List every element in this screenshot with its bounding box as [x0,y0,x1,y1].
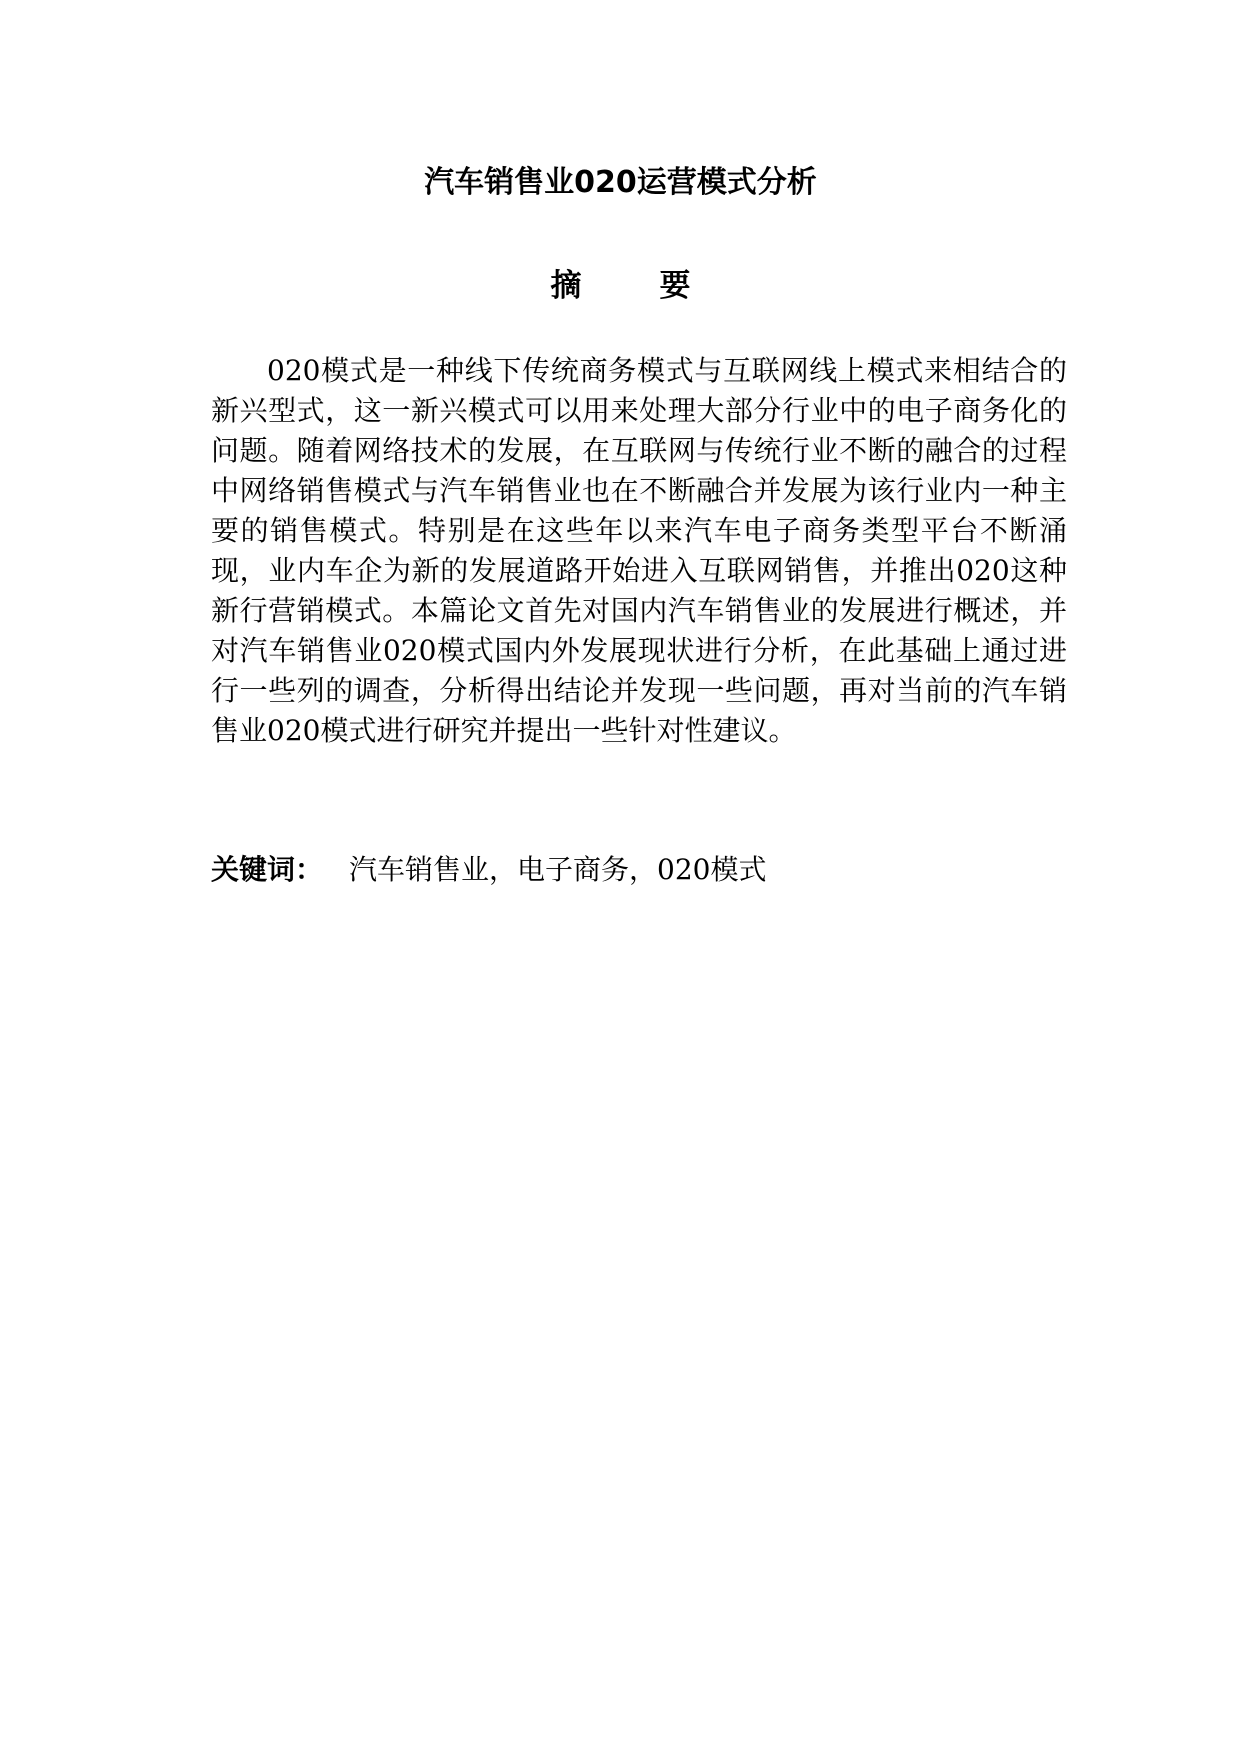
abstract-heading-char-1: 摘 [550,268,582,304]
keywords-label: 关键词： [211,853,324,886]
keywords-line [211,850,1067,891]
keywords-value: 汽车销售业，电子商务，020模式 [349,853,767,886]
document-title: 汽车销售业020运营模式分析 [424,165,817,200]
abstract-heading [0,264,1241,308]
abstract-heading-char-2: 要 [659,268,691,304]
abstract-body: 020模式是一种线下传统商务模式与互联网线上模式来相结合的新兴型式，这一新兴模式可以用来处理大部分行业中的电子商务化的问题。随着网络技术的发展，在互联网与传统行业不断的融合的过程中网络销售模式与汽车销售业也在不断融合并发展为该行业内一种主要的销售模式。特别是在这些年以来汽车电子商务类型平台不断涌现，业内车企为新的发展道路开始进入互联网销售，并推出020这种新行营销模式。本篇论文首先对国内汽车销售业的发展进行概述，并对汽车销售业020模式国内外发展现状进行分析，在此基础上通过进行一些列的调查，分析得出结论并发现一些问题，再对当前的汽车销售业020模式进行研究并提出一些针对性建议。 [211,354,1067,747]
